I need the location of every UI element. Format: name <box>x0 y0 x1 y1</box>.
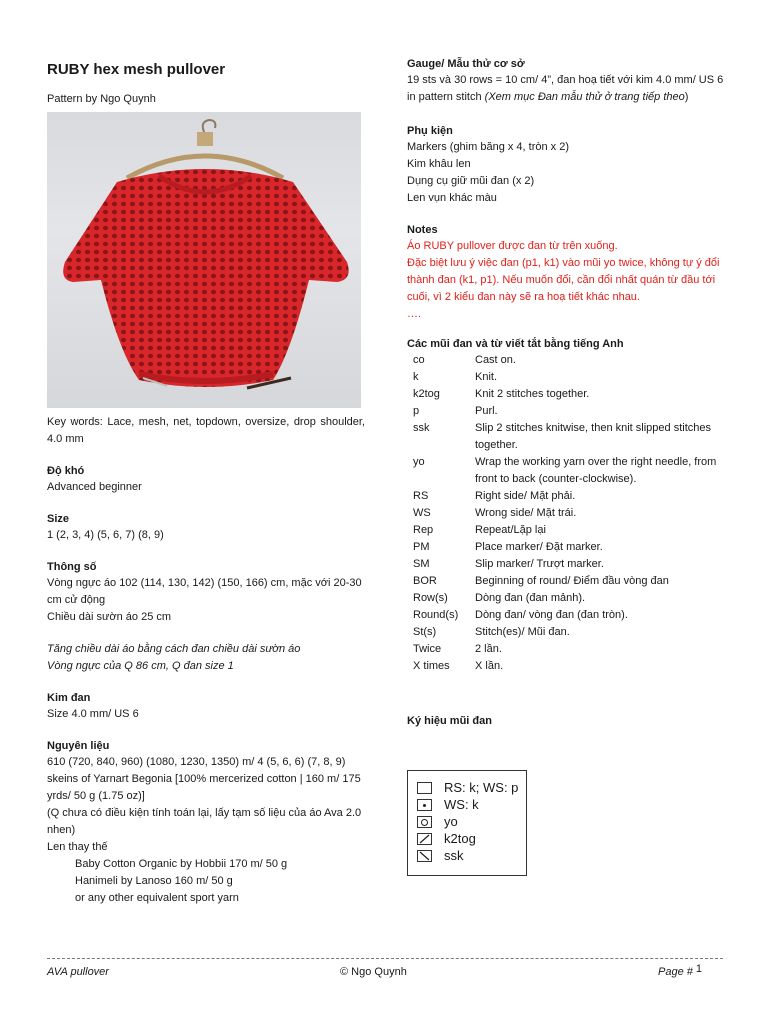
chart-key-label: ssk <box>444 848 464 863</box>
abbreviation-key: Twice <box>413 643 442 655</box>
abbreviation-row <box>407 352 725 369</box>
chart-key-row <box>417 830 526 847</box>
gauge-text: 19 sts và 30 rows = 10 cm/ 4”, đan hoạ tiết với kim 4.0 mm/ US 6 in pattern stitch (Xem mục Đan mẫu thử ở trang tiếp theo) <box>407 74 724 103</box>
chart-key-label: RS: k; WS: p <box>444 780 519 795</box>
chart-key-box <box>407 770 527 876</box>
abbreviation-key: BOR <box>413 575 437 587</box>
abbreviation-row <box>407 590 725 607</box>
abbreviation-row <box>407 539 725 556</box>
abbreviation-key: Row(s) <box>413 592 448 604</box>
abbreviation-key: X times <box>413 660 450 672</box>
abbreviation-value: Repeat/Lặp lại <box>475 524 546 536</box>
abbreviation-key: co <box>413 354 425 366</box>
notion-item: Dụng cụ giữ mũi đan (x 2) <box>407 175 535 187</box>
pullover-image <box>47 112 361 408</box>
chart-key-label: yo <box>444 814 458 829</box>
specs-line1: Vòng ngực áo 102 (114, 130, 142) (150, 166) cm, mặc với 20-30 cm cử động <box>47 577 362 606</box>
difficulty-title: Độ khó <box>47 465 85 477</box>
backslash-box-icon <box>417 850 432 862</box>
abbreviation-key: k <box>413 371 419 383</box>
abbreviation-value: X lần. <box>475 660 504 672</box>
notes-title: Notes <box>407 224 438 236</box>
materials-line3: Len thay thế <box>47 841 108 853</box>
abbreviation-key: k2tog <box>413 388 440 400</box>
abbreviation-value: Knit. <box>475 371 498 383</box>
abbreviation-key: PM <box>413 541 430 553</box>
specs-title: Thông số <box>47 561 97 573</box>
needles-title: Kim đan <box>47 692 91 704</box>
difficulty-value: Advanced beginner <box>47 481 142 493</box>
footer-divider <box>47 958 723 959</box>
specs-note2: Vòng ngực của Q 86 cm, Q đan size 1 <box>47 660 234 672</box>
materials-line2: (Q chưa có điều kiện tính toán lại, lấy tạm số liệu của áo Ava 2.0 nhen) <box>47 807 362 836</box>
footer-left: AVA pullover <box>47 966 109 978</box>
keywords: Key words: Lace, mesh, net, topdown, oversize, drop shoulder, 4.0 mm <box>47 416 365 445</box>
abbreviation-row <box>407 505 725 522</box>
abbreviation-row <box>407 573 725 590</box>
abbreviation-row <box>407 403 725 420</box>
abbreviation-row <box>407 607 725 624</box>
abbreviation-key: yo <box>413 456 425 468</box>
footer-page <box>658 964 702 980</box>
abbreviation-value: Place marker/ Đặt marker. <box>475 541 603 553</box>
chart-key-label: WS: k <box>444 797 479 812</box>
notion-item: Kim khâu len <box>407 158 471 170</box>
abbreviation-row <box>407 369 725 386</box>
right-column <box>407 56 725 729</box>
blank-box-icon <box>417 782 432 794</box>
abbreviation-value: Beginning of round/ Điểm đầu vòng đan <box>475 575 669 587</box>
chart-key-row <box>417 813 526 830</box>
abbreviation-value: 2 lần. <box>475 643 502 655</box>
abbreviation-key: ssk <box>413 422 430 434</box>
size-title: Size <box>47 513 70 525</box>
abbreviation-value: Right side/ Mặt phải. <box>475 490 576 502</box>
abbreviation-value: Slip marker/ Trượt marker. <box>475 558 604 570</box>
gauge-main: 19 sts và 30 rows = 10 cm/ 4”, đan hoạ tiết với kim 4.0 mm/ US 6 in pattern stitch <box>407 74 724 103</box>
materials-alt1: Baby Cotton Organic by Hobbii 170 m/ 50 g <box>75 858 288 870</box>
chart-key-row <box>417 847 526 864</box>
abbreviation-row <box>407 420 725 454</box>
abbreviation-value: Wrap the working yarn over the right needle, from front to back (counter-clockwise). <box>475 456 717 485</box>
page-title: RUBY hex mesh pullover <box>47 61 226 78</box>
abbreviation-row <box>407 522 725 539</box>
footer-page-label: Page # <box>658 966 696 978</box>
notions-title: Phụ kiện <box>407 125 453 137</box>
gauge-italic: (Xem mục Đan mẫu thử ở trang tiếp theo <box>484 91 685 103</box>
garment-photo <box>47 112 361 408</box>
abbreviation-row <box>407 624 725 641</box>
footer-page-number: 1 <box>695 963 703 975</box>
chart-key-title: Ký hiệu mũi đan <box>407 715 492 727</box>
abbreviation-key: SM <box>413 558 430 570</box>
materials-line1: 610 (720, 840, 960) (1080, 1230, 1350) m/ 4 (5, 6, 6) (7, 8, 9) skeins of Yarnart Begonia [100% mercerized cotton | 160 m/ 175 yrds/ 50 g (1.75 oz)] <box>47 756 361 802</box>
abbreviations-table <box>407 352 725 675</box>
notion-item: Markers (ghim băng x 4, tròn x 2) <box>407 141 570 153</box>
specs-note1: Tăng chiều dài áo bằng cách đan chiều dài sườn áo <box>47 643 301 655</box>
abbreviation-key: Rep <box>413 524 434 536</box>
materials-title: Nguyên liệu <box>47 740 110 752</box>
abbreviation-value: Purl. <box>475 405 498 417</box>
chart-key-row <box>417 796 526 813</box>
abbreviations-title: Các mũi đan và từ viết tắt bằng tiếng Anh <box>407 338 624 350</box>
circle-box-icon <box>417 816 432 828</box>
left-column <box>47 60 365 907</box>
materials-alt2: Hanimeli by Lanoso 160 m/ 50 g <box>75 875 233 887</box>
notion-item: Len vụn khác màu <box>407 192 497 204</box>
abbreviation-value: Dòng đan/ vòng đan (đan tròn). <box>475 609 628 621</box>
abbreviation-row <box>407 556 725 573</box>
needles-value: Size 4.0 mm/ US 6 <box>47 708 139 720</box>
abbreviation-key: RS <box>413 490 429 502</box>
specs-line2: Chiều dài sườn áo 25 cm <box>47 611 172 623</box>
abbreviation-row <box>407 488 725 505</box>
materials-alt3: or any other equivalent sport yarn <box>75 892 239 904</box>
abbreviation-value: Wrong side/ Mặt trái. <box>475 507 577 519</box>
abbreviation-value: Dòng đan (đan mảnh). <box>475 592 586 604</box>
notes-line2: Đặc biệt lưu ý việc đan (p1, k1) vào mũi yo twice, không tự ý đổi thành đan (k1, p1). Nếu muốn đổi, cần đổi nhất quán từ đầu tới cuối, vì 2 kiểu đan này sẽ ra hoạ tiết khác nhau. <box>407 257 720 303</box>
size-value: 1 (2, 3, 4) (5, 6, 7) (8, 9) <box>47 529 164 541</box>
byline: Pattern by Ngo Quynh <box>47 93 156 105</box>
abbreviation-row <box>407 454 725 488</box>
abbreviation-row <box>407 386 725 403</box>
abbreviation-key: p <box>413 405 420 417</box>
chart-key-label: k2tog <box>444 831 476 846</box>
abbreviation-value: Slip 2 stitches knitwise, then knit slipped stitches together. <box>475 422 712 451</box>
abbreviation-key: St(s) <box>413 626 437 638</box>
chart-key-row <box>417 779 526 796</box>
dot-box-icon <box>417 799 432 811</box>
abbreviation-value: Knit 2 stitches together. <box>475 388 590 400</box>
gauge-title: Gauge/ Mẫu thử cơ sở <box>407 58 525 70</box>
abbreviation-key: Round(s) <box>413 609 459 621</box>
notes-line1: Áo RUBY pullover được đan từ trên xuống. <box>407 240 618 252</box>
slash-box-icon <box>417 833 432 845</box>
abbreviation-row <box>407 658 725 675</box>
abbreviation-row <box>407 641 725 658</box>
notes-line3: …. <box>407 308 422 320</box>
footer-center: © Ngo Quynh <box>340 966 407 978</box>
abbreviation-value: Stitch(es)/ Mũi đan. <box>475 626 570 638</box>
abbreviation-value: Cast on. <box>475 354 516 366</box>
abbreviation-key: WS <box>413 507 431 519</box>
